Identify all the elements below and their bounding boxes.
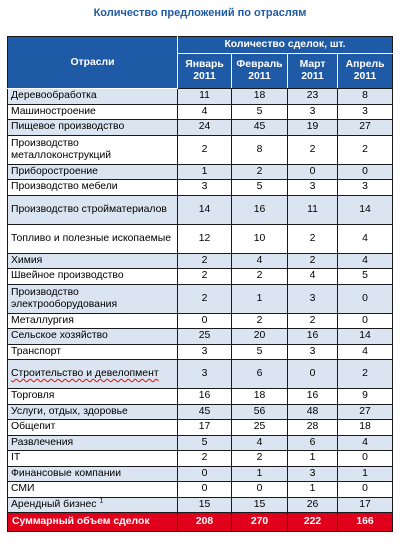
- sector-name-text: Производство металлоконструкций: [11, 137, 112, 161]
- sector-name: [8, 164, 178, 180]
- sector-name: [8, 482, 178, 498]
- table-row: [8, 466, 393, 482]
- deal-count-cell: 3: [288, 284, 338, 313]
- deal-count-cell: 2: [338, 135, 393, 164]
- deal-count-cell: 1: [178, 164, 232, 180]
- deal-count-cell: 28: [288, 420, 338, 436]
- deal-count-cell: 4: [338, 253, 393, 269]
- month-column-header: Март 2011: [288, 54, 338, 89]
- deal-count-cell: 2: [232, 451, 288, 467]
- deal-count-cell: 10: [232, 224, 288, 253]
- deal-count-cell: 0: [338, 482, 393, 498]
- deal-count-cell: 15: [232, 497, 288, 513]
- deal-count-cell: 8: [232, 135, 288, 164]
- deal-count-cell: 2: [338, 360, 393, 389]
- deal-count-cell: 0: [338, 164, 393, 180]
- deal-count-cell: 5: [338, 269, 393, 285]
- sector-name: [8, 284, 178, 313]
- sector-name: [8, 195, 178, 224]
- deal-count-cell: 0: [338, 451, 393, 467]
- deal-count-cell: 19: [288, 120, 338, 136]
- sector-name-text: Производство стройматериалов: [11, 203, 167, 215]
- total-row: [8, 513, 393, 532]
- deal-count-cell: 4: [232, 435, 288, 451]
- deal-count-cell: 6: [232, 360, 288, 389]
- month-column-header: Январь 2011: [178, 54, 232, 89]
- deal-count-cell: 1: [288, 451, 338, 467]
- table-row: [8, 451, 393, 467]
- sector-name-text: Сельское хозяйство: [11, 330, 108, 342]
- deal-count-cell: 3: [178, 344, 232, 360]
- sector-deals-table: [7, 36, 393, 532]
- deal-count-cell: 4: [178, 104, 232, 120]
- sector-name: [8, 497, 178, 513]
- deal-count-cell: 17: [178, 420, 232, 436]
- deal-count-cell: 3: [288, 344, 338, 360]
- deal-count-cell: 2: [178, 284, 232, 313]
- sector-name: [8, 344, 178, 360]
- sector-name-text: Транспорт: [11, 345, 61, 357]
- sector-name-text: Строительство и девелопмент: [11, 368, 159, 379]
- sector-name-text: Металлургия: [11, 314, 74, 326]
- deal-count-cell: 1: [232, 284, 288, 313]
- sector-name: [8, 360, 178, 389]
- table-row: [8, 104, 393, 120]
- deal-count-cell: 0: [178, 466, 232, 482]
- sector-name-text: Деревообработка: [11, 90, 97, 102]
- table-title: Количество предложений по отраслям: [93, 7, 307, 19]
- deal-count-cell: 1: [288, 482, 338, 498]
- deal-count-cell: 17: [338, 497, 393, 513]
- deal-count-cell: 15: [178, 497, 232, 513]
- deal-count-cell: 2: [288, 253, 338, 269]
- deal-count-cell: 3: [338, 180, 393, 196]
- deal-count-cell: 1: [338, 466, 393, 482]
- deal-count-cell: 11: [178, 89, 232, 105]
- month-column-header: Февраль 2011: [232, 54, 288, 89]
- table-row: [8, 253, 393, 269]
- deal-count-cell: 3: [288, 466, 338, 482]
- deal-count-cell: 1: [232, 466, 288, 482]
- deal-count-cell: 3: [178, 360, 232, 389]
- sector-name-text: Машиностроение: [11, 105, 96, 117]
- deal-count-cell: 12: [178, 224, 232, 253]
- sector-name: [8, 329, 178, 345]
- sector-name: [8, 420, 178, 436]
- deal-count-cell: 0: [178, 313, 232, 329]
- deal-count-cell: 5: [232, 344, 288, 360]
- deal-count-cell: 16: [288, 329, 338, 345]
- table-row: [8, 435, 393, 451]
- deal-count-cell: 2: [232, 164, 288, 180]
- deal-count-cell: 11: [288, 195, 338, 224]
- deal-count-cell: 3: [178, 180, 232, 196]
- deal-count-cell: 2: [232, 313, 288, 329]
- sector-name: [8, 224, 178, 253]
- sector-name-text: Общепит: [11, 421, 56, 433]
- deal-count-cell: 2: [178, 451, 232, 467]
- deal-count-cell: 2: [288, 135, 338, 164]
- deal-count-cell: 2: [288, 313, 338, 329]
- deal-count-cell: 4: [232, 253, 288, 269]
- deal-count-cell: 45: [232, 120, 288, 136]
- deal-count-cell: 4: [338, 224, 393, 253]
- table-row: [8, 389, 393, 405]
- sector-column-header: Отрасли: [8, 37, 178, 89]
- deal-count-cell: 14: [338, 329, 393, 345]
- deal-count-cell: 16: [178, 389, 232, 405]
- deal-count-cell: 3: [338, 104, 393, 120]
- deal-count-cell: 16: [232, 195, 288, 224]
- sector-name-text: Топливо и полезные ископаемые: [11, 232, 172, 244]
- sector-name-text: Швейное производство: [11, 270, 124, 282]
- table-row: [8, 344, 393, 360]
- deal-count-cell: 2: [288, 224, 338, 253]
- total-value-cell: 208: [178, 513, 232, 532]
- table-row: [8, 329, 393, 345]
- table-row: [8, 120, 393, 136]
- table-row: [8, 404, 393, 420]
- deal-count-cell: 45: [178, 404, 232, 420]
- deal-count-cell: 3: [288, 180, 338, 196]
- sector-name-text: Производство электрооборудования: [11, 286, 118, 310]
- table-row: [8, 420, 393, 436]
- deals-group-header: Количество сделок, шт.: [178, 37, 393, 54]
- sector-name: [8, 404, 178, 420]
- sector-name: [8, 389, 178, 405]
- deal-count-cell: 8: [338, 89, 393, 105]
- sector-name: [8, 269, 178, 285]
- table-row: [8, 180, 393, 196]
- sector-name-text: Химия: [11, 254, 43, 266]
- deal-count-cell: 18: [338, 420, 393, 436]
- sector-name: [8, 89, 178, 105]
- deal-count-cell: 0: [178, 482, 232, 498]
- sector-name: [8, 120, 178, 136]
- sector-name: [8, 253, 178, 269]
- sector-name-text: Финансовые компании: [11, 467, 122, 479]
- sector-name: [8, 435, 178, 451]
- deal-count-cell: 18: [232, 389, 288, 405]
- deal-count-cell: 24: [178, 120, 232, 136]
- deal-count-cell: 20: [232, 329, 288, 345]
- deal-count-cell: 4: [288, 269, 338, 285]
- sector-name-text: Торговля: [11, 390, 55, 402]
- deal-count-cell: 0: [232, 482, 288, 498]
- deal-count-cell: 9: [338, 389, 393, 405]
- deal-count-cell: 5: [232, 104, 288, 120]
- sector-name: [8, 135, 178, 164]
- sector-name-text: Пищевое производство: [11, 121, 125, 133]
- sector-name-text: СМИ: [11, 483, 35, 495]
- deal-count-cell: 25: [178, 329, 232, 345]
- table-row: [8, 360, 393, 389]
- month-column-header: Апрель 2011: [338, 54, 393, 89]
- table-row: [8, 313, 393, 329]
- deal-count-cell: 4: [338, 435, 393, 451]
- deal-count-cell: 5: [232, 180, 288, 196]
- deal-count-cell: 18: [232, 89, 288, 105]
- table-row: [8, 164, 393, 180]
- footnote-marker: 1: [99, 497, 104, 505]
- deal-count-cell: 2: [178, 253, 232, 269]
- deal-count-cell: 2: [178, 269, 232, 285]
- sector-name-text: Приборостроение: [11, 165, 98, 177]
- sector-name-text: Развлечения: [11, 436, 74, 448]
- table-row: [8, 497, 393, 513]
- table-row: [8, 195, 393, 224]
- deal-count-cell: 14: [178, 195, 232, 224]
- table-row: [8, 224, 393, 253]
- table-row: [8, 269, 393, 285]
- table-row: [8, 135, 393, 164]
- deal-count-cell: 0: [288, 360, 338, 389]
- sector-name: [8, 466, 178, 482]
- sector-name: [8, 180, 178, 196]
- deal-count-cell: 2: [178, 135, 232, 164]
- deal-count-cell: 27: [338, 120, 393, 136]
- deal-count-cell: 23: [288, 89, 338, 105]
- deal-count-cell: 4: [338, 344, 393, 360]
- table-row: [8, 89, 393, 105]
- deal-count-cell: 16: [288, 389, 338, 405]
- sector-name-text: IT: [11, 452, 21, 464]
- deal-count-cell: 3: [288, 104, 338, 120]
- table-row: [8, 482, 393, 498]
- deal-count-cell: 2: [232, 269, 288, 285]
- deal-count-cell: 48: [288, 404, 338, 420]
- deal-count-cell: 5: [178, 435, 232, 451]
- deal-count-cell: 26: [288, 497, 338, 513]
- total-value-cell: 166: [338, 513, 393, 532]
- total-value-cell: 222: [288, 513, 338, 532]
- sector-name-text: Арендный бизнес: [11, 498, 97, 510]
- sector-name: [8, 104, 178, 120]
- deal-count-cell: 25: [232, 420, 288, 436]
- table-row: [8, 284, 393, 313]
- deal-count-cell: 56: [232, 404, 288, 420]
- sector-name-text: Производство мебели: [11, 181, 118, 193]
- sector-name: [8, 313, 178, 329]
- sector-name-text: Услуги, отдых, здоровье: [11, 405, 128, 417]
- deal-count-cell: 6: [288, 435, 338, 451]
- deal-count-cell: 14: [338, 195, 393, 224]
- deal-count-cell: 0: [338, 313, 393, 329]
- deal-count-cell: 0: [338, 284, 393, 313]
- total-label: Суммарный объем сделок: [8, 513, 178, 532]
- deal-count-cell: 0: [288, 164, 338, 180]
- sector-name: [8, 451, 178, 467]
- deal-count-cell: 27: [338, 404, 393, 420]
- total-value-cell: 270: [232, 513, 288, 532]
